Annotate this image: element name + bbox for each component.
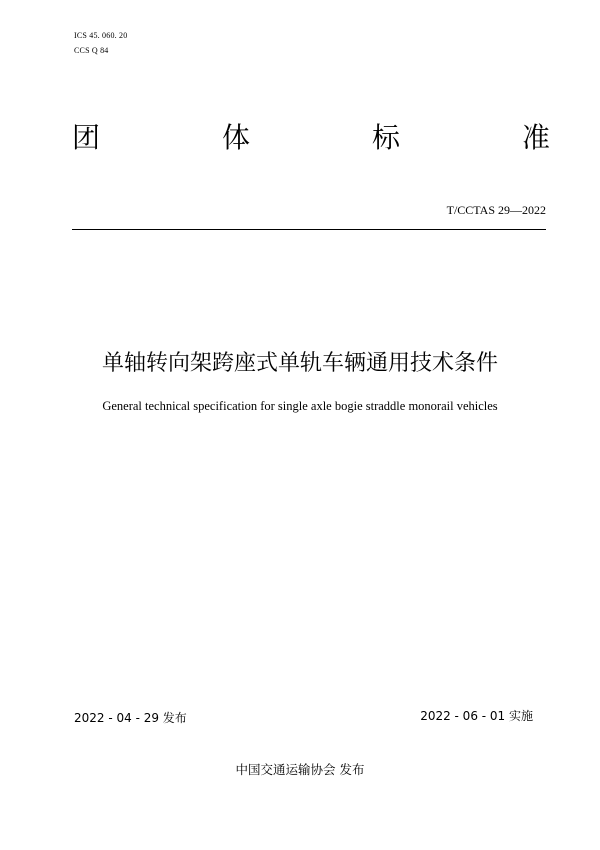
publisher: 中国交通运输协会 发布 xyxy=(235,762,365,777)
standard-number: T/CCTAS 29—2022 xyxy=(446,203,546,217)
ics-code: ICS 45. 060. 20 xyxy=(74,31,128,40)
title-english: General technical specification for single axle bogie straddle monorail vehicles xyxy=(102,399,498,413)
implementation-date: 2022 - 06 - 01 实施 xyxy=(420,709,533,723)
document-type-heading xyxy=(72,118,550,158)
document-type-char-2: 体 xyxy=(221,121,250,154)
issue-date: 2022 - 04 - 29 发布 xyxy=(74,711,187,725)
document-type-char-4: 准 xyxy=(521,121,550,154)
document-type-char-1: 团 xyxy=(72,121,101,154)
ccs-code: CCS Q 84 xyxy=(74,46,109,55)
title-chinese: 单轴转向架跨座式单轨车辆通用技术条件 xyxy=(101,351,498,376)
document-type-char-3: 标 xyxy=(371,121,400,154)
header-divider xyxy=(72,229,546,230)
